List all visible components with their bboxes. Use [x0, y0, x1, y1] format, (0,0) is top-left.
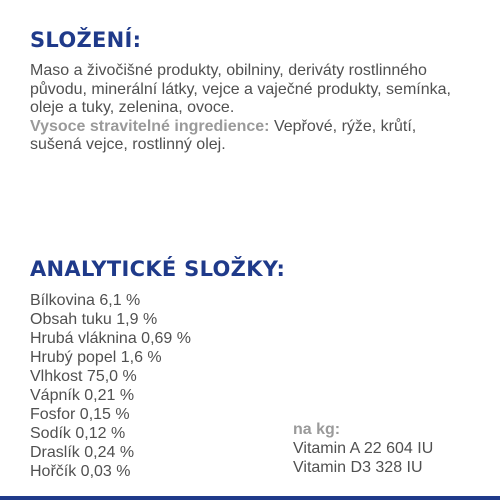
analytic-item: Vlhkost 75,0 % — [30, 368, 137, 385]
vitamins-label: na kg: — [293, 421, 341, 438]
analytic-list — [30, 291, 191, 481]
highlight-label: Vysoce stravitelné ingredience: — [30, 117, 270, 135]
analytic-item: Hořčík 0,03 % — [30, 463, 131, 480]
analytic-item: Bílkovina 6,1 % — [30, 292, 141, 309]
vitamins-list — [293, 439, 433, 477]
highlight-ingredients: Vepřové, rýže, krůtí, sušená vejce, rostlinný olej. — [30, 117, 417, 153]
analytic-heading: ANALYTICKÉ SLOŽKY: — [30, 257, 286, 281]
analytic-item: Draslík 0,24 % — [30, 444, 135, 461]
composition-heading: SLOŽENÍ: — [30, 28, 142, 52]
composition-text — [30, 62, 470, 155]
composition-ingredients: Maso a živočišné produkty, obilniny, deriváty rostlinného původu, minerální látky, vejce a vaječné produkty, semínka, oleje a tuky, zelenina, ovoce. — [30, 62, 451, 116]
analytic-item: Sodík 0,12 % — [30, 425, 126, 442]
bottom-accent-bar — [0, 496, 500, 500]
analytic-item: Hrubá vláknina 0,69 % — [30, 330, 191, 347]
vitamin-item: Vitamin A 22 604 IU — [293, 440, 434, 457]
composition-section — [30, 62, 470, 155]
analytic-item: Vápník 0,21 % — [30, 387, 135, 404]
vitamin-item: Vitamin D3 328 IU — [293, 459, 423, 476]
vitamins-section — [293, 420, 433, 477]
analytic-item: Obsah tuku 1,9 % — [30, 311, 158, 328]
analytic-item: Hrubý popel 1,6 % — [30, 349, 162, 366]
analytic-item: Fosfor 0,15 % — [30, 406, 130, 423]
